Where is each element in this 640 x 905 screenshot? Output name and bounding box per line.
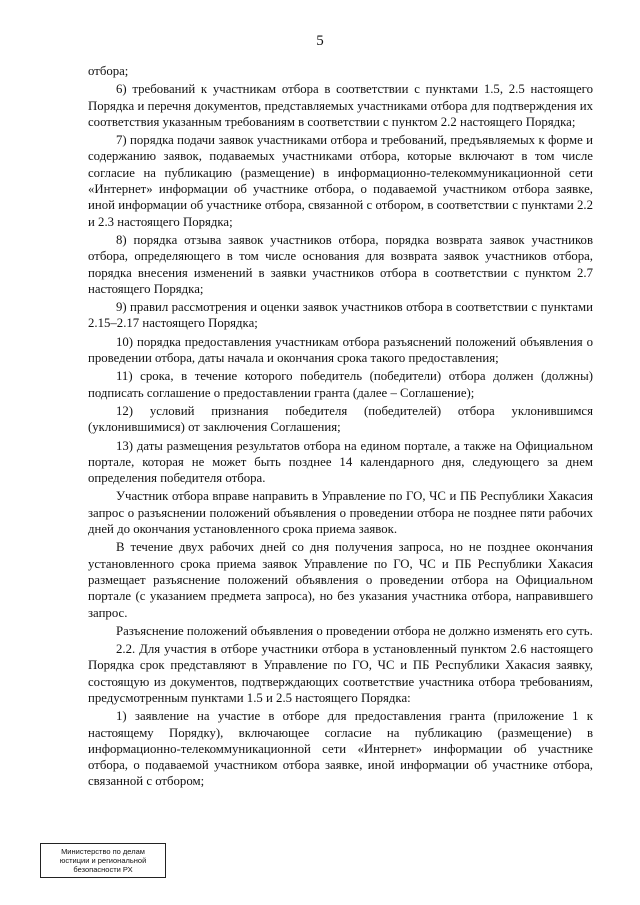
paragraph-item-8: 8) порядка отзыва заявок участников отбора, порядка возврата заявок участников отбора, определяющего в том числе основания для возврата заявок участников отбора, порядка внесения изменений в заявки участников отбора в соответствии с пунктом 2.7 настоящего Порядка; (88, 232, 593, 296)
paragraph-request: Участник отбора вправе направить в Управление по ГО, ЧС и ПБ Республики Хакасия запрос о разъяснении положений объявления о проведении отбора не позднее пяти рабочих дней до окончания установленного срока приема заявок. (88, 489, 593, 537)
paragraph-item-9: 9) правил рассмотрения и оценки заявок участников отбора в соответствии с пунктами 2.15–2.17 настоящего Порядка; (88, 300, 593, 331)
stamp-line: Министерство по делам (61, 847, 145, 856)
paragraph-item-13: 13) даты размещения результатов отбора на едином портале, а также на Официальном портале, которая не может быть позднее 14 календарного дня, следующего за днем определения победителя отбора. (88, 438, 593, 486)
paragraph-sub-item-1: 1) заявление на участие в отборе для предоставления гранта (приложение 1 к настоящему Порядку), включающее согласие на публикацию (размещение) в информационно-телекоммуникационной сети «Интернет» информации об участнике отбора, о подаваемой участником отбора заявке, иной информации об участнике отбора, связанной с отбором; (88, 709, 593, 789)
paragraph-item-12: 12) условий признания победителя (победителей) отбора уклонившимся (уклонившимися) от заключения Соглашения; (88, 403, 593, 435)
paragraph-item-11: 11) срока, в течение которого победитель (победители) отбора должен (должны) подписать соглашение о предоставлении гранта (далее – Соглашение); (88, 369, 593, 400)
stamp-line: юстиции и региональной (59, 856, 147, 865)
paragraph-section-2-2: 2.2. Для участия в отборе участники отбора в установленный пунктом 2.6 настоящего Порядка срок представляют в Управление по ГО, ЧС и ПБ Республики Хакасия заявку, состоящую из документов, подтверждающих соответствие участника отбора требованиям, предусмотренным пунктами 1.5 и 2.5 настоящего Порядка: (88, 642, 593, 705)
ministry-stamp (40, 843, 166, 878)
document-body (88, 63, 593, 792)
stamp-line: безопасности РХ (73, 865, 133, 874)
paragraph-continuation: отбора; (88, 64, 129, 78)
paragraph-item-7: 7) порядка подачи заявок участниками отбора и требований, предъявляемых к форме и содержанию заявок, подаваемых участниками отбора, которые включают в том числе согласие на публикацию (размещение) в информационно-телекоммуникационной сети «Интернет» информации об участнике отбора, о подаваемой участником отбора заявке, иной информации об участнике отбора, связанной с отбором, в соответствии с пунктами 2.2 и 2.3 настоящего Порядка; (88, 133, 593, 229)
page-number: 5 (316, 33, 324, 49)
paragraph-response: В течение двух рабочих дней со дня получения запроса, но не позднее окончания установленного срока приема заявок Управление по ГО, ЧС и ПБ Республики Хакасия размещает разъяснение положений объявления о проведении отбора на Официальном портале (с указанием предмета запроса), но без указания участника отбора, направившего запрос. (88, 540, 593, 620)
paragraph-clarification: Разъяснение положений объявления о проведении отбора не должно изменять его суть. (116, 623, 593, 638)
paragraph-item-6: 6) требований к участникам отбора в соответствии с пунктами 1.5, 2.5 настоящего Порядка и перечня документов, представляемых участниками отбора для подтверждения их соответствия указанным требованиям в соответствии с пунктом 2.2 настоящего Порядка; (88, 82, 593, 129)
paragraph-item-10: 10) порядка предоставления участникам отбора разъяснений положений объявления о проведении отбора, даты начала и окончания срока такого предоставления; (88, 334, 593, 366)
